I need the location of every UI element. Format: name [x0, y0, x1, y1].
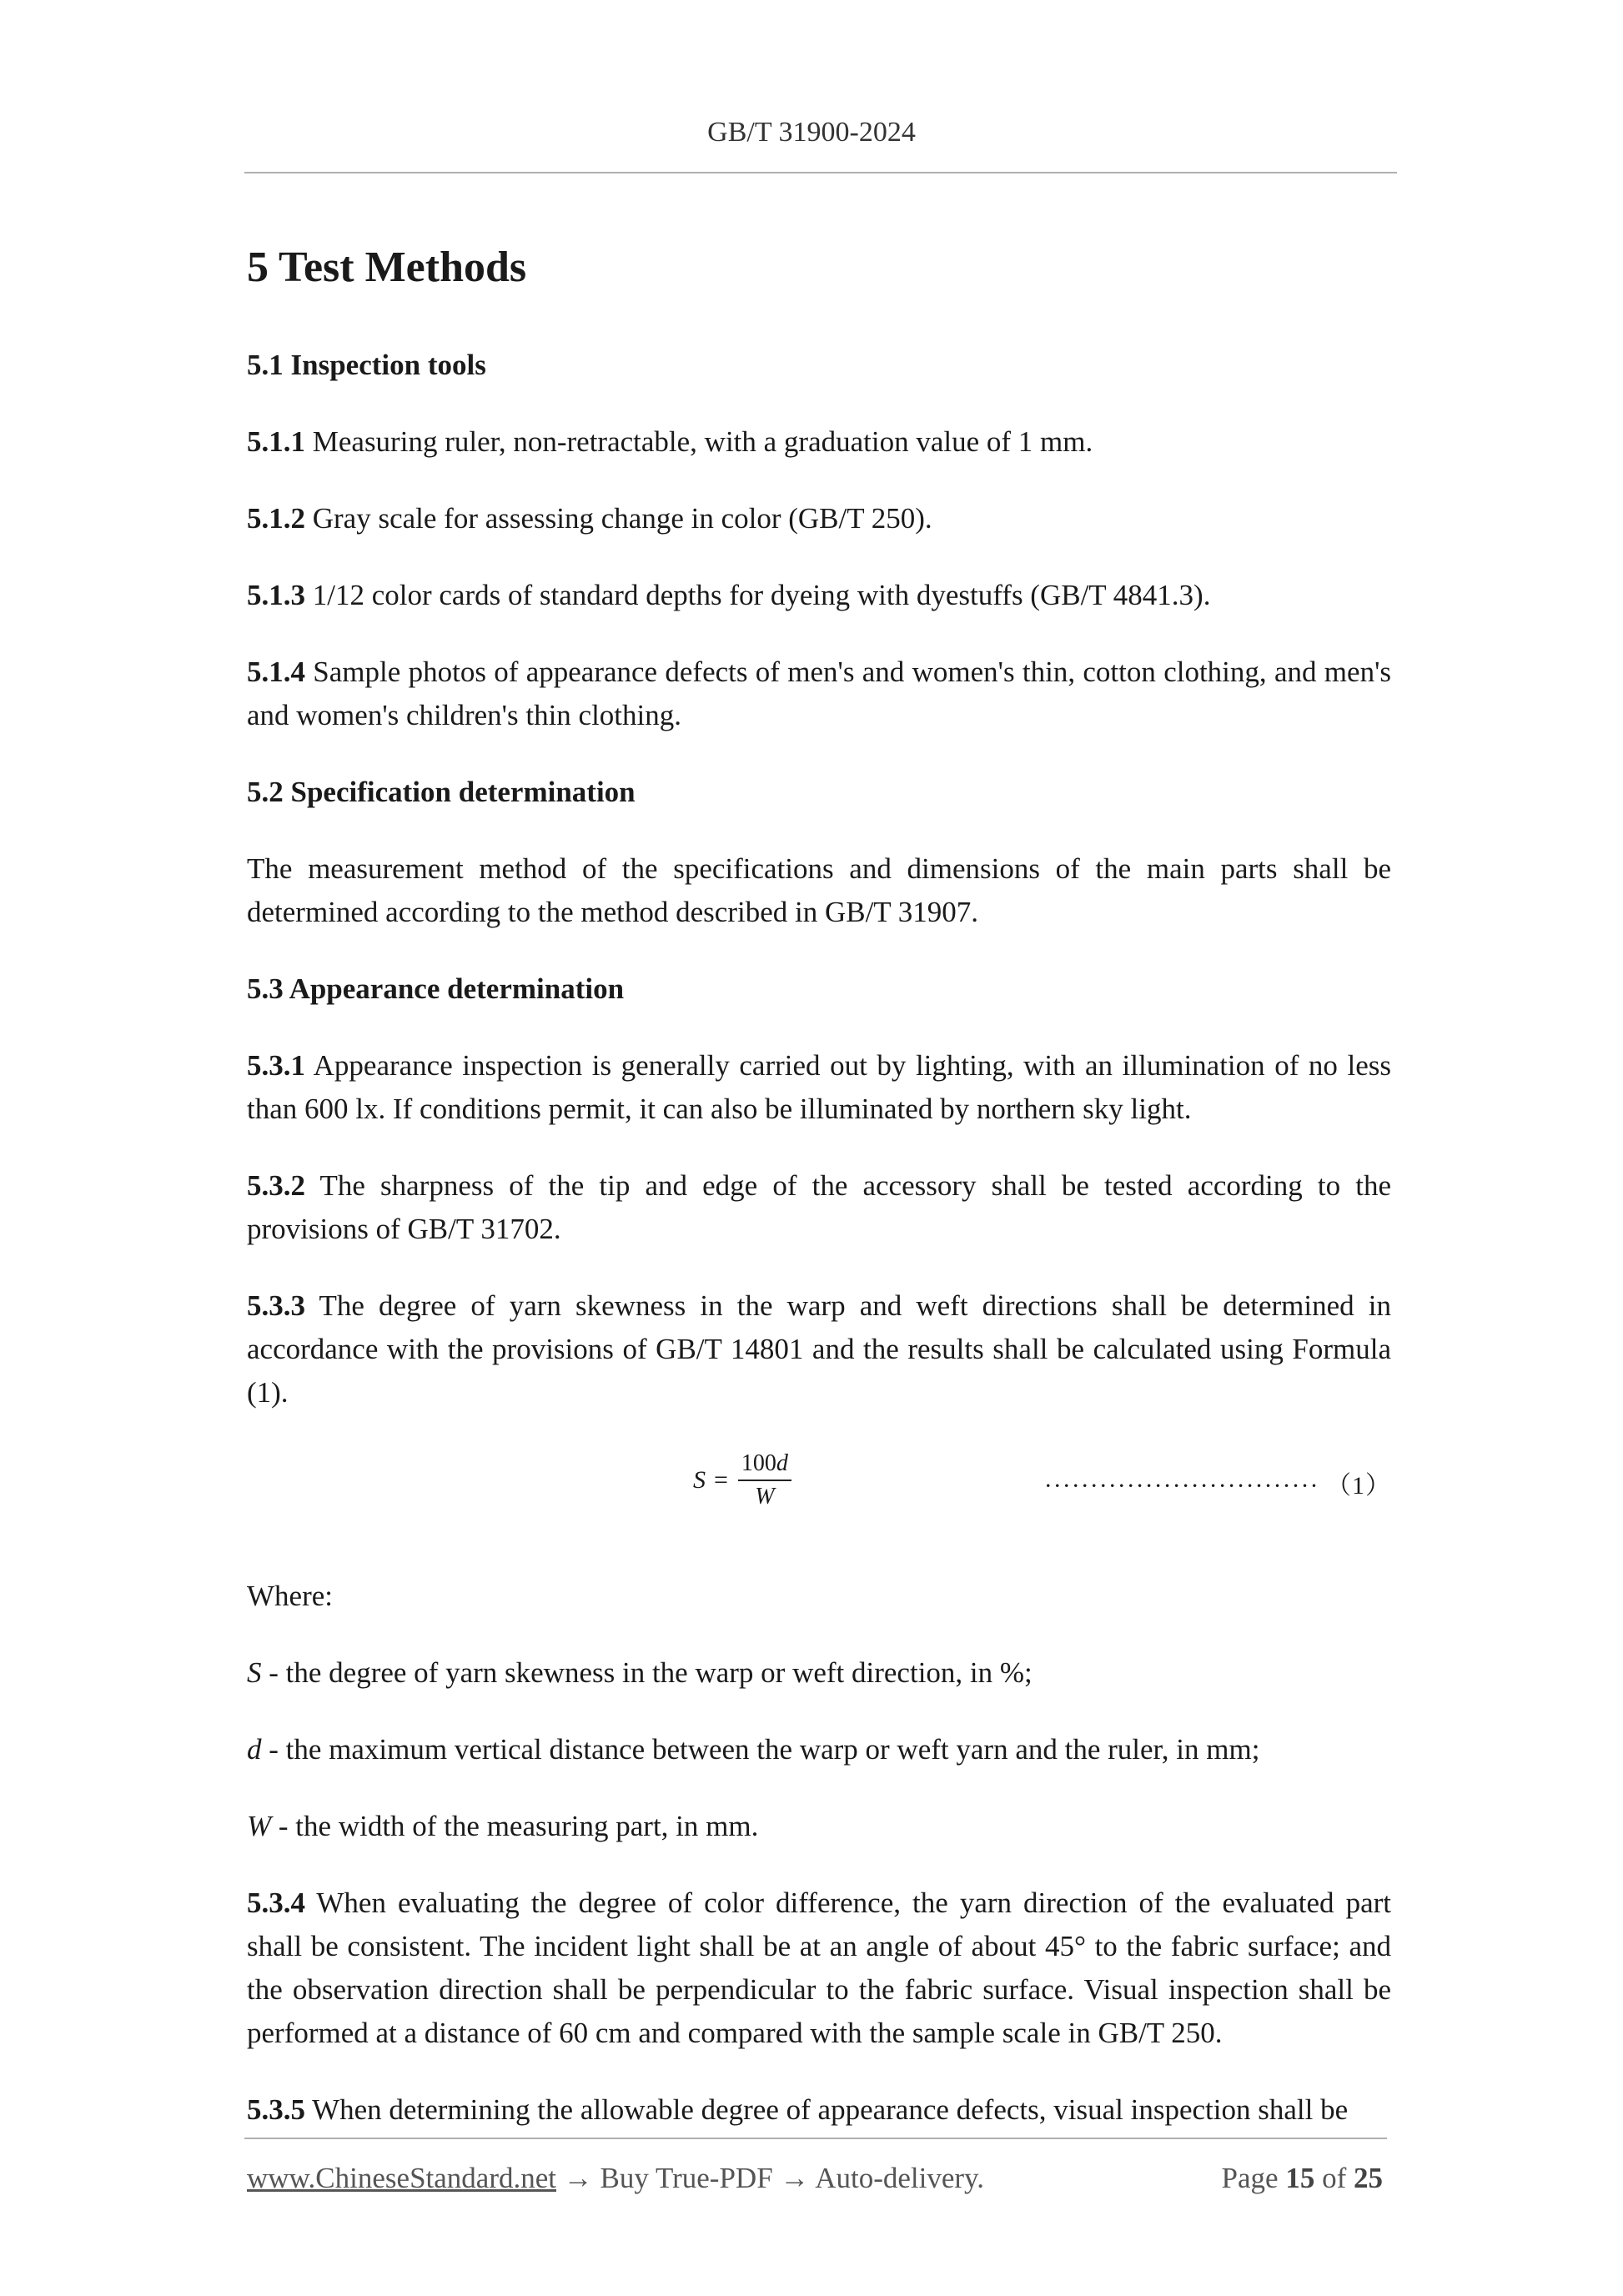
variable-symbol: W — [247, 1810, 272, 1842]
clause-5-3-5 — [247, 2088, 1391, 2132]
clause-text: When determining the allowable degree of appearance defects, visual inspection shall be — [305, 2093, 1349, 2126]
section-title: 5 Test Methods — [247, 244, 527, 291]
formula-denominator: W — [755, 1484, 775, 1510]
clause-text: Measuring ruler, non-retractable, with a graduation value of 1 mm. — [305, 425, 1093, 458]
page-indicator — [1222, 2162, 1383, 2195]
page-total: 25 — [1354, 2162, 1383, 2194]
numerator-value: 100 — [741, 1450, 776, 1476]
formula-fraction — [738, 1448, 791, 1513]
variable-def-w — [247, 1805, 1391, 1848]
document-header-title: GB/T 31900-2024 — [707, 117, 916, 148]
clause-5-1-2 — [247, 497, 1391, 540]
clause-text: Gray scale for assessing change in color (GB/T 250). — [305, 502, 932, 535]
page-of-label: of — [1314, 2162, 1354, 2194]
footer-source — [247, 2162, 984, 2195]
subsection-title-5-1: 5.1 Inspection tools — [247, 349, 486, 381]
clause-number: 5.3.3 — [247, 1289, 305, 1322]
clause-5-1-4 — [247, 651, 1391, 737]
clause-5-3-4 — [247, 1882, 1391, 2055]
variable-description: - the maximum vertical distance between the warp or weft yarn and the ruler, in mm; — [261, 1733, 1260, 1766]
clause-text: Sample photos of appearance defects of men's and women's thin, cotton clothing, and men's and women's children's thin clothing. — [247, 656, 1391, 731]
numerator-variable: d — [776, 1450, 788, 1476]
website-link[interactable]: www.ChineseStandard.net — [247, 2162, 556, 2194]
clause-number: 5.3.4 — [247, 1887, 305, 1919]
subsection-title-5-2: 5.2 Specification determination — [247, 776, 636, 808]
clause-number: 5.1.3 — [247, 579, 305, 611]
formula-expression — [693, 1448, 791, 1513]
footer-tagline: → Buy True-PDF → Auto-delivery. — [556, 2162, 985, 2194]
page-content — [247, 235, 1391, 2165]
clause-text: The sharpness of the tip and edge of the accessory shall be tested according to the provisions of GB/T 31702. — [247, 1169, 1391, 1245]
clause-number: 5.3.1 — [247, 1049, 305, 1082]
clause-5-3-3 — [247, 1284, 1391, 1414]
variable-def-s — [247, 1651, 1391, 1695]
clause-5-1-3 — [247, 574, 1391, 617]
page-current: 15 — [1285, 2162, 1315, 2194]
clause-number: 5.1.4 — [247, 656, 305, 688]
formula-equals: = — [714, 1466, 728, 1494]
variable-description: - the degree of yarn skewness in the warp or weft direction, in %; — [261, 1656, 1033, 1689]
where-label: Where: — [247, 1580, 333, 1612]
page-label: Page — [1221, 2162, 1286, 2194]
clause-5-2-text: The measurement method of the specifications and dimensions of the main parts shall be determined according to the method described in GB/T 31907. — [247, 852, 1391, 928]
clause-number: 5.3.5 — [247, 2093, 305, 2126]
variable-symbol: d — [247, 1733, 262, 1766]
clause-text: Appearance inspection is generally carried out by lighting, with an illumination of no less than 600 lx. If conditions permit, it can also be illuminated by northern sky light. — [247, 1049, 1391, 1125]
page-footer — [247, 2162, 1383, 2195]
formula-lhs: S — [693, 1466, 706, 1494]
variable-def-d — [247, 1728, 1391, 1771]
clause-text: 1/12 color cards of standard depths for dyeing with dyestuffs (GB/T 4841.3). — [305, 579, 1211, 611]
header-divider — [244, 172, 1397, 173]
variable-symbol: S — [247, 1656, 262, 1689]
clause-text: When evaluating the degree of color difference, the yarn direction of the evaluated part shall be consistent. The incident light shall be at an angle of about 45° to the fabric surface; and the observation direction shall be perpendicular to the fabric surface. Visual inspection shall be performed at a distance of 60 cm and compared with the sample scale in GB/T 250. — [247, 1887, 1391, 2049]
subsection-title-5-3: 5.3 Appearance determination — [247, 972, 625, 1005]
variable-description: - the width of the measuring part, in mm. — [271, 1810, 759, 1842]
clause-text: The degree of yarn skewness in the warp and weft directions shall be determined in accordance with the provisions of GB/T 14801 and the results shall be calculated using Formula (1). — [247, 1289, 1391, 1409]
formula-numerator — [738, 1448, 791, 1481]
clause-5-3-1 — [247, 1044, 1391, 1131]
clause-number: 5.1.1 — [247, 425, 305, 458]
formula-1 — [247, 1448, 1391, 1523]
clause-number: 5.1.2 — [247, 502, 305, 535]
clause-5-3-2 — [247, 1164, 1391, 1251]
footer-divider — [244, 2138, 1387, 2139]
clause-number: 5.3.2 — [247, 1169, 305, 1202]
clause-5-1-1 — [247, 420, 1391, 464]
formula-number: ······························ （1） — [1043, 1472, 1391, 1500]
